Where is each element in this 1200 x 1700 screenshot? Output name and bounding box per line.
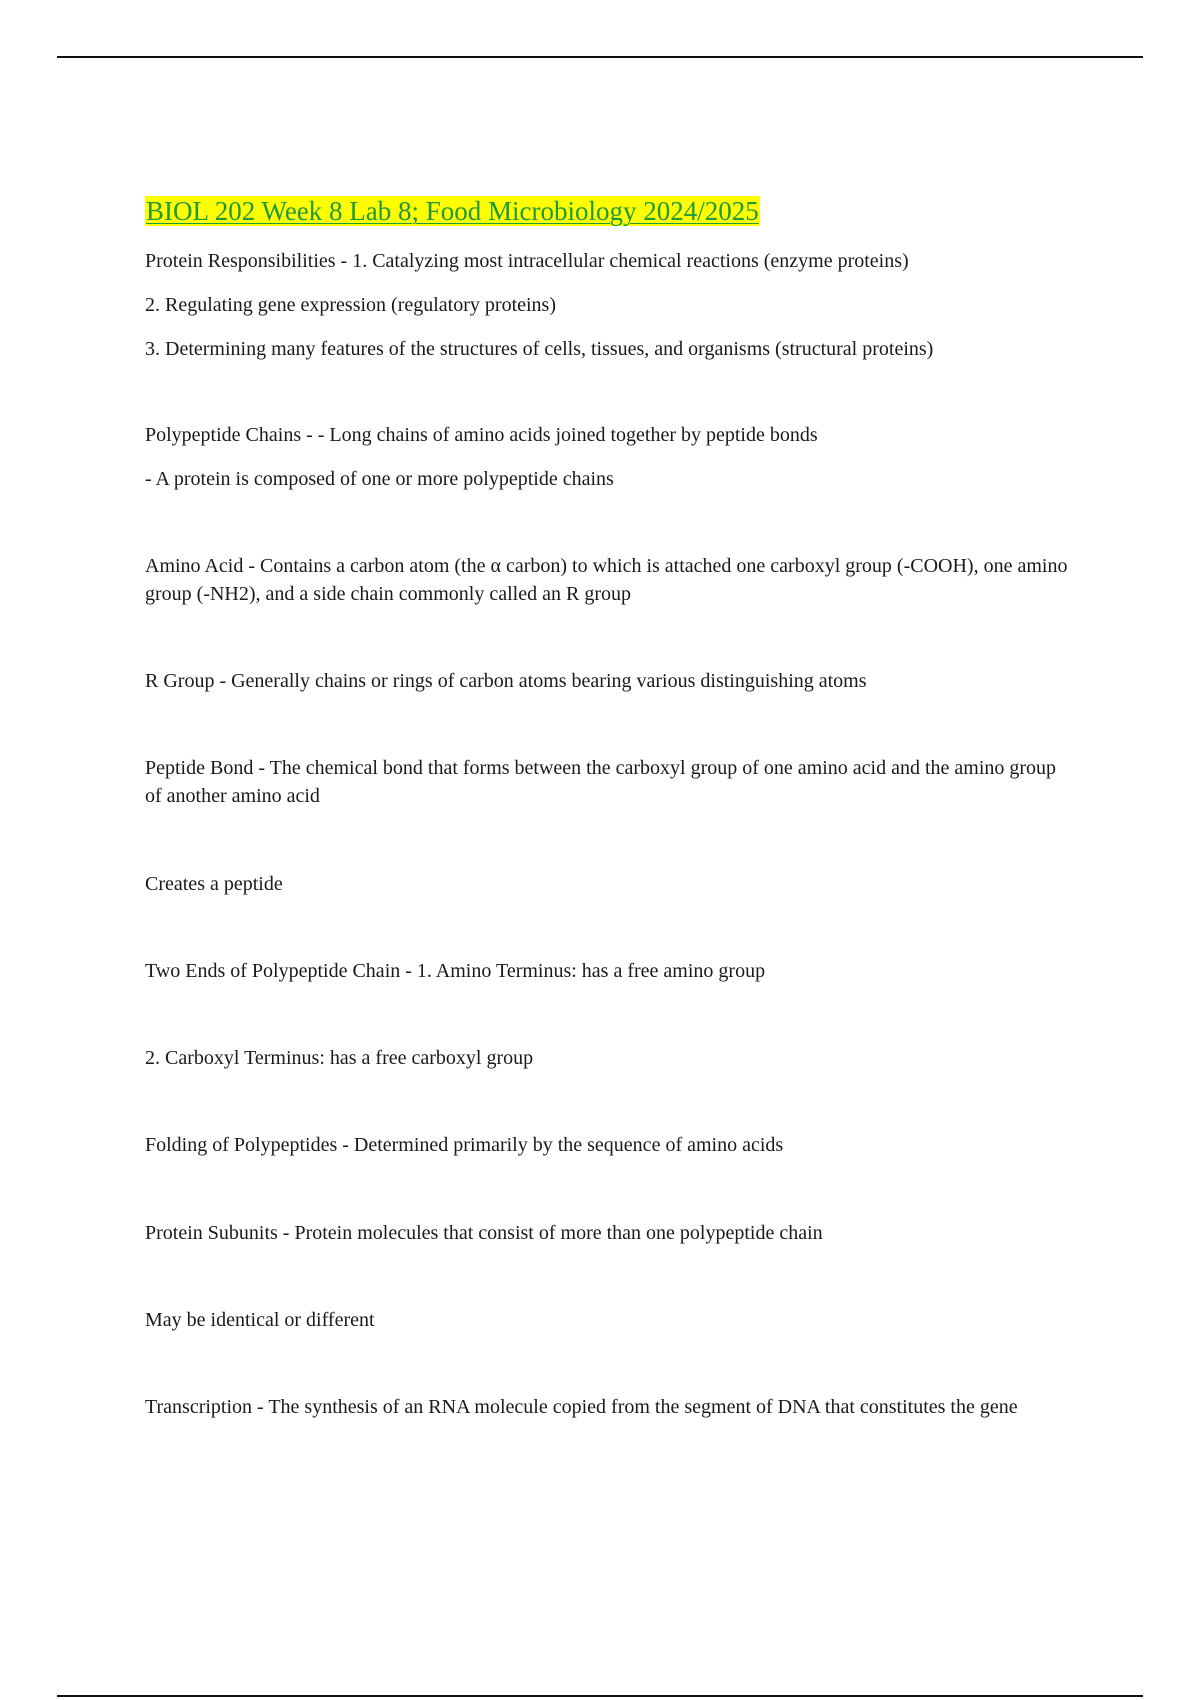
paragraph-polypeptide-chains: Polypeptide Chains - - Long chains of amino acids joined together by peptide bonds: [145, 424, 818, 446]
paragraph-identical-or-different: May be identical or different: [145, 1309, 375, 1331]
paragraph-amino-acid: Amino Acid - Contains a carbon atom (the α carbon) to which is attached one carboxyl group (-COOH), one amino group (-NH2), and a side chain commonly called an R group: [145, 555, 1068, 605]
paragraph-carboxyl-terminus: 2. Carboxyl Terminus: has a free carboxyl group: [145, 1047, 534, 1069]
paragraph-transcription: Transcription - The synthesis of an RNA molecule copied from the segment of DNA that constitutes the gene: [145, 1396, 1018, 1418]
paragraph-protein-responsibilities: Protein Responsibilities - 1. Catalyzing most intracellular chemical reactions (enzyme proteins): [145, 250, 909, 272]
paragraph-protein-composition: - A protein is composed of one or more polypeptide chains: [145, 468, 614, 490]
paragraph-regulating-gene-expression: 2. Regulating gene expression (regulatory proteins): [145, 294, 556, 316]
bottom-rule: [57, 1695, 1143, 1697]
top-rule: [57, 56, 1143, 58]
paragraph-two-ends-polypeptide: Two Ends of Polypeptide Chain - 1. Amino Terminus: has a free amino group: [145, 960, 766, 982]
document-title-text: BIOL 202 Week 8 Lab 8; Food Microbiology 2024/2025: [146, 196, 759, 226]
paragraph-determining-structures: 3. Determining many features of the structures of cells, tissues, and organisms (structural proteins): [145, 338, 934, 360]
document-title: [145, 194, 760, 228]
paragraph-peptide-bond: Peptide Bond - The chemical bond that forms between the carboxyl group of one amino acid and the amino group of another amino acid: [145, 757, 1057, 807]
paragraph-creates-peptide: Creates a peptide: [145, 873, 283, 895]
paragraph-folding-polypeptides: Folding of Polypeptides - Determined primarily by the sequence of amino acids: [145, 1134, 784, 1156]
paragraph-protein-subunits: Protein Subunits - Protein molecules that consist of more than one polypeptide chain: [145, 1222, 823, 1244]
paragraph-r-group: R Group - Generally chains or rings of carbon atoms bearing various distinguishing atoms: [145, 670, 867, 692]
